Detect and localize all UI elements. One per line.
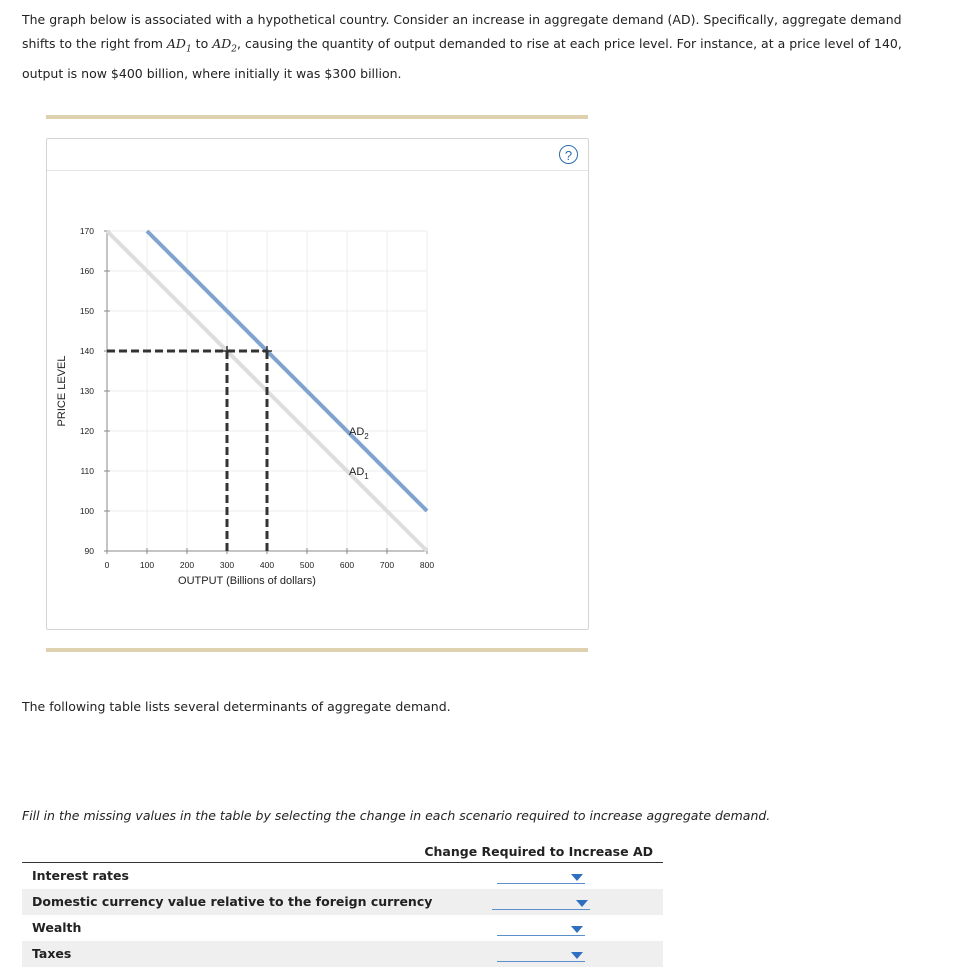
chevron-down-icon bbox=[571, 952, 583, 959]
x-tick-label: 100 bbox=[139, 560, 155, 570]
intro-paragraph: The graph below is associated with a hypothetical country. Consider an increase in aggregate demand (AD). Specifically, aggregate demand shifts to the right from $AD_1$ to $AD_2$, causing the quantity of output demanded to rise at each price level. For instance, at a price level of 140, output is now $400 billion, where initially it was $300 billion. bbox=[22, 12, 902, 81]
x-axis-title: OUTPUT (Billions of dollars) bbox=[178, 575, 316, 587]
y-tick-label: 170 bbox=[79, 226, 94, 236]
row-label: Taxes bbox=[32, 946, 72, 961]
table-row bbox=[22, 941, 663, 967]
determinants-table bbox=[22, 842, 663, 967]
ad-graph bbox=[47, 139, 588, 629]
graph-panel bbox=[46, 138, 589, 630]
reference-lines bbox=[107, 346, 272, 551]
y-axis-title: PRICE LEVEL bbox=[56, 355, 68, 427]
chevron-down-icon bbox=[576, 900, 588, 907]
interest-rates-dropdown[interactable] bbox=[497, 868, 585, 884]
table-intro-text: The following table lists several determinants of aggregate demand. bbox=[22, 699, 451, 714]
currency-value-dropdown[interactable] bbox=[492, 894, 590, 910]
y-tick-label: 120 bbox=[79, 426, 94, 436]
x-tick-label: 300 bbox=[219, 560, 235, 570]
top-divider bbox=[46, 115, 588, 119]
x-tick-label: 700 bbox=[379, 560, 395, 570]
chevron-down-icon bbox=[571, 874, 583, 881]
series-line-ad2 bbox=[147, 231, 427, 511]
row-label: Wealth bbox=[32, 920, 82, 935]
chevron-down-icon bbox=[571, 926, 583, 933]
x-tick-label: 500 bbox=[299, 560, 315, 570]
y-tick-label: 160 bbox=[79, 266, 94, 276]
taxes-dropdown[interactable] bbox=[497, 946, 585, 962]
axes bbox=[80, 226, 435, 570]
ad2-symbol: $AD_2$ bbox=[212, 36, 237, 55]
x-tick-label: 600 bbox=[339, 560, 355, 570]
y-tick-label: 140 bbox=[79, 346, 94, 356]
y-tick-label: 90 bbox=[84, 546, 94, 556]
curve-label: $AD_1$ bbox=[349, 466, 369, 481]
y-tick-label: 110 bbox=[80, 466, 94, 476]
help-icon[interactable]: ? bbox=[559, 145, 578, 164]
y-tick-label: 100 bbox=[79, 506, 94, 516]
y-tick-label: 130 bbox=[79, 386, 94, 396]
ad1-symbol: $AD_1$ bbox=[166, 36, 192, 55]
x-tick-label: 400 bbox=[259, 560, 275, 570]
curve-labels bbox=[349, 426, 369, 481]
table-row bbox=[22, 889, 663, 915]
table-row bbox=[22, 863, 663, 889]
x-tick-label: 0 bbox=[104, 560, 110, 570]
row-label: Domestic currency value relative to the foreign currency bbox=[32, 894, 433, 909]
y-tick-label: 150 bbox=[79, 306, 94, 316]
row-label: Interest rates bbox=[32, 868, 129, 883]
curve-label: $AD_2$ bbox=[349, 426, 369, 441]
x-tick-label: 200 bbox=[179, 560, 195, 570]
bottom-divider bbox=[46, 648, 588, 652]
wealth-dropdown[interactable] bbox=[497, 920, 585, 936]
instruction-text: Fill in the missing values in the table by selecting the change in each scenario required to increase aggregate demand. bbox=[22, 808, 771, 823]
table-row bbox=[22, 915, 663, 941]
table-column-header: Change Required to Increase AD bbox=[22, 842, 663, 863]
x-tick-label: 800 bbox=[419, 560, 435, 570]
